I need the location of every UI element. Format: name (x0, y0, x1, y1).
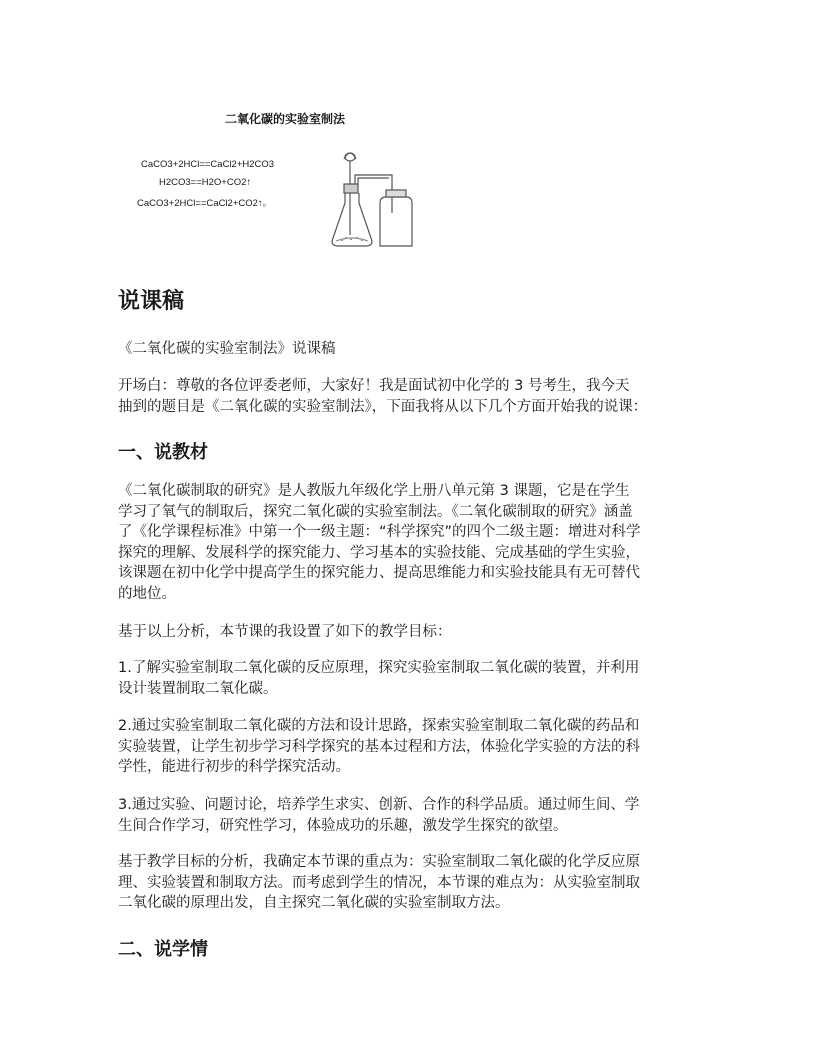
section-1-intro (118, 481, 718, 604)
gas-generation-apparatus-icon (330, 145, 422, 250)
paragraph-line: 该课题在初中化学中提高学生的探究能力、提高思维能力和实验技能具有无可替代 (118, 565, 640, 581)
goal-2 (118, 716, 718, 778)
equation-1: CaCO3+2HCl==CaCl2+H2CO3 (141, 159, 275, 170)
equation-2: H2CO3==H2O+CO2↑ (159, 177, 252, 188)
page-title: 说课稿 (118, 289, 185, 314)
paragraph-line: 理、实验装置和制取方法。而考虑到学生的情况，本节课的难点为：从实验室制取 (118, 874, 640, 891)
paragraph-line: 二氧化碳的原理出发，自主探究二氧化碳的实验室制取方法。 (118, 895, 510, 911)
key-points-paragraph (118, 852, 718, 914)
paragraph-line: 探究的理解、发展科学的探究能力、学习基本的实验技能、完成基础的学生实验， (118, 544, 640, 561)
paragraph-line: 《二氧化碳制取的研究》是人教版九年级化学上册八单元第 3 课题，它是在学生 (118, 483, 630, 499)
equation-3: CaCO3+2HCl==CaCl2+CO2↑。 (137, 198, 273, 209)
paragraph-line: 学性，能进行初步的科学探究活动。 (118, 759, 350, 775)
goals-intro (118, 622, 718, 643)
figure-co2-preparation (130, 105, 430, 255)
goal-3 (118, 795, 718, 836)
paragraph-line: 设计装置制取二氧化碳。 (118, 680, 278, 697)
paragraph-line: 3.通过实验、问题讨论，培养学生求实、创新、合作的科学品质。通过师生间、学 (118, 797, 640, 813)
subtitle-text: 《二氧化碳的实验室制法》说课稿 (118, 341, 336, 357)
paragraph-line: 2.通过实验室制取二氧化碳的方法和设计思路，探索实验室制取二氧化碳的药品和 (118, 718, 640, 734)
paragraph-line: 的地位。 (118, 585, 176, 602)
paragraph-line: 抽到的题目是《二氧化碳的实验室制法》，下面我将从以下几个方面开始我的说课： (118, 398, 648, 415)
goal-1 (118, 658, 718, 699)
opening-paragraph (118, 376, 718, 417)
paragraph-line: 了《化学课程标准》中第一个一级主题：“科学探究”的四个二级主题：增进对科学 (118, 524, 641, 540)
section-2-heading: 二、说学情 (118, 939, 208, 960)
paragraph-line: 学习了氧气的制取后，探究二氧化碳的实验室制法。《二氧化碳制取的研究》涵盖 (118, 503, 633, 520)
section-1-heading: 一、说教材 (118, 442, 208, 463)
subtitle (118, 339, 718, 360)
paragraph-line: 实验装置，让学生初步学习科学探究的基本过程和方法，体验化学实验的方法的科 (118, 738, 640, 755)
figure-title: 二氧化碳的实验室制法 (225, 112, 346, 126)
paragraph-line: 开场白：尊敬的各位评委老师，大家好！我是面试初中化学的 3 号考生，我今天 (118, 378, 630, 394)
paragraph-line: 基于教学目标的分析，我确定本节课的重点为：实验室制取二氧化碳的化学反应原 (118, 854, 640, 870)
paragraph-line: 生间合作学习，研究性学习，体验成功的乐趣，激发学生探究的欲望。 (118, 817, 568, 834)
paragraph-line: 1.了解实验室制取二氧化碳的反应原理，探究实验室制取二氧化碳的装置，并利用 (118, 660, 640, 676)
paragraph-line: 基于以上分析，本节课的我设置了如下的教学目标： (118, 624, 452, 640)
